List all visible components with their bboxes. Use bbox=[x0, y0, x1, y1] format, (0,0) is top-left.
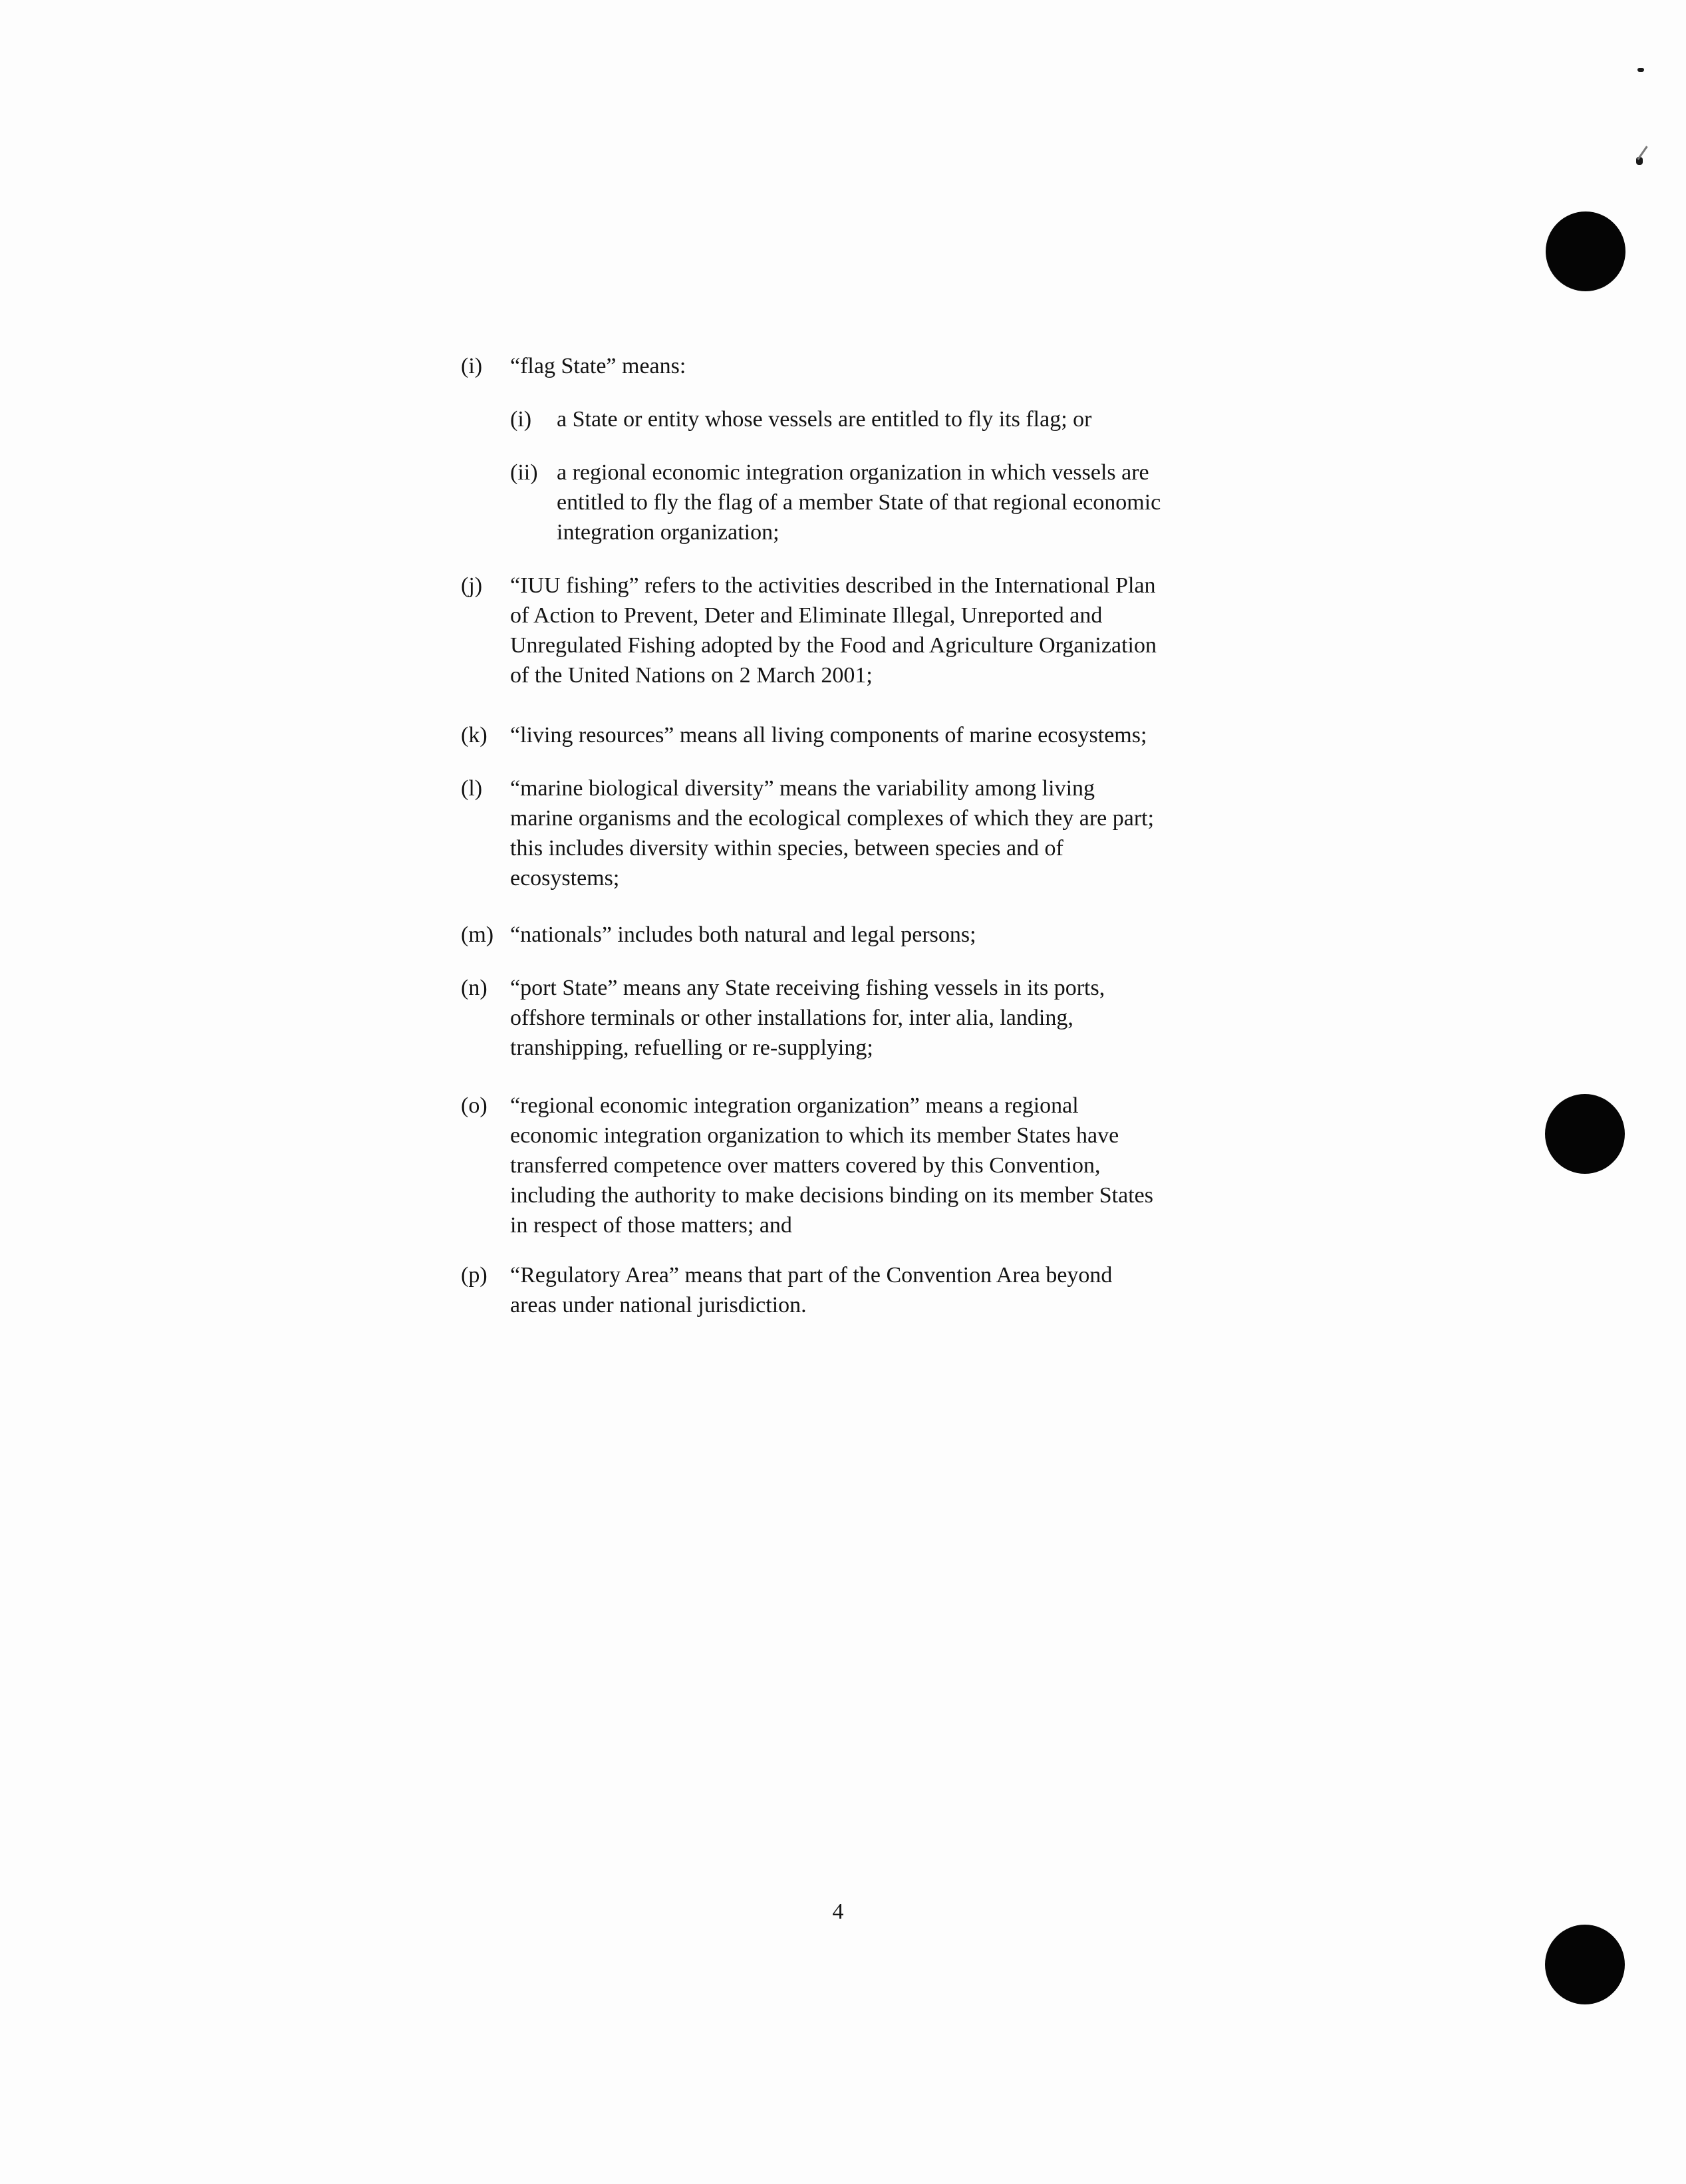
item-label: (n) bbox=[461, 976, 488, 1000]
item-label: (k) bbox=[461, 723, 488, 748]
text-line: marine organisms and the ecological complexes of which they are part; bbox=[510, 806, 1155, 831]
item-label: (i) bbox=[461, 354, 483, 378]
text-line: “flag State” means: bbox=[510, 354, 686, 378]
item-label: (l) bbox=[461, 776, 483, 801]
text-line: “marine biological diversity” means the variability among living bbox=[510, 776, 1095, 801]
item-text bbox=[510, 973, 1275, 1063]
text-line: in respect of those matters; and bbox=[510, 1213, 792, 1238]
item-text bbox=[510, 773, 1275, 893]
text-line: areas under national jurisdiction. bbox=[510, 1293, 807, 1317]
text-line: “port State” means any State receiving fishing vessels in its ports, bbox=[510, 976, 1105, 1000]
text-line: “regional economic integration organization” means a regional bbox=[510, 1093, 1079, 1118]
text-line: “living resources” means all living components of marine ecosystems; bbox=[510, 723, 1147, 748]
text-line: transferred competence over matters covered by this Convention, bbox=[510, 1153, 1101, 1178]
text-line: “Regulatory Area” means that part of the Convention Area beyond bbox=[510, 1263, 1113, 1288]
text-line: “nationals” includes both natural and legal persons; bbox=[510, 922, 976, 947]
text-line: entitled to fly the flag of a member State of that regional economic bbox=[557, 490, 1161, 515]
text-line: transhipping, refuelling or re-supplying; bbox=[510, 1035, 873, 1060]
item-label: (i) bbox=[510, 407, 532, 432]
scan-speck bbox=[1637, 68, 1644, 72]
item-text bbox=[557, 458, 1322, 547]
text-line: ecosystems; bbox=[510, 866, 620, 890]
punch-hole-middle bbox=[1545, 1094, 1625, 1174]
item-label: (m) bbox=[461, 922, 494, 947]
text-line: this includes diversity within species, between species and of bbox=[510, 836, 1063, 861]
item-text bbox=[557, 404, 1322, 434]
item-text bbox=[510, 351, 1275, 381]
page-number: 4 bbox=[832, 1899, 844, 1924]
text-line: a regional economic integration organization in which vessels are bbox=[557, 460, 1149, 485]
item-label: (ii) bbox=[510, 460, 538, 485]
punch-hole-top bbox=[1546, 211, 1625, 291]
item-label: (o) bbox=[461, 1093, 488, 1118]
text-line: “IUU fishing” refers to the activities described in the International Plan bbox=[510, 573, 1156, 598]
text-line: Unregulated Fishing adopted by the Food and Agriculture Organization bbox=[510, 633, 1157, 658]
text-line: offshore terminals or other installations for, inter alia, landing, bbox=[510, 1006, 1073, 1030]
text-line: integration organization; bbox=[557, 520, 779, 545]
punch-hole-bottom bbox=[1545, 1925, 1625, 2004]
text-line: a State or entity whose vessels are entitled to fly its flag; or bbox=[557, 407, 1092, 432]
text-line: economic integration organization to which its member States have bbox=[510, 1123, 1119, 1148]
item-text bbox=[510, 920, 1275, 950]
item-text bbox=[510, 1260, 1275, 1320]
item-text bbox=[510, 720, 1275, 750]
item-label: (j) bbox=[461, 573, 483, 598]
text-line: of Action to Prevent, Deter and Eliminate Illegal, Unreported and bbox=[510, 603, 1103, 628]
text-line: including the authority to make decisions binding on its member States bbox=[510, 1183, 1153, 1208]
item-label: (p) bbox=[461, 1263, 488, 1288]
text-line: of the United Nations on 2 March 2001; bbox=[510, 663, 873, 688]
item-text bbox=[510, 1091, 1275, 1240]
item-text bbox=[510, 571, 1275, 690]
